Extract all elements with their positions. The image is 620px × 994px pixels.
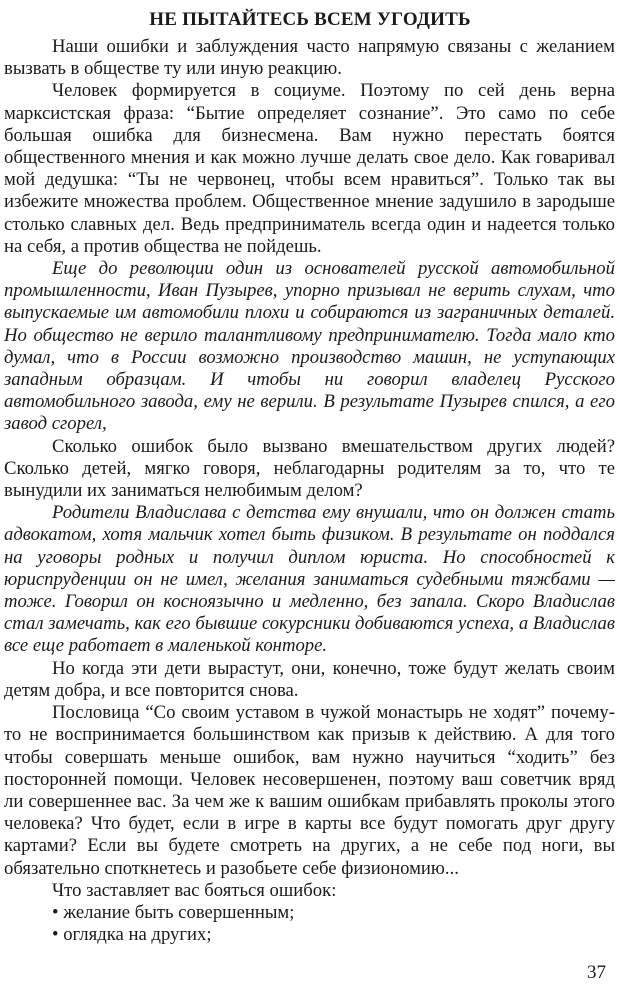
bullet-item: • желание быть совершенным; <box>52 901 295 923</box>
paragraph: Человек формируется в социуме. Поэтому по сей день верна марксистская фраза: “Бытие определяет сознание”. Это само по себе большая ошибка для бизнесмена. Вам нужно перестать боятся общественного мнения и как можно лучше делать свое дело. Как говаривал мой дедушка: “Ты не червонец, чтобы всем нравиться”. Только так вы избежите множества проблем. Общественное мнение задушило в зародыше столько славных дел. Ведь предприниматель всегда один и надеется только на себя, а против общества не пойдешь. <box>4 80 615 257</box>
italic-example-paragraph: Родители Владислава с детства ему внушали, что он должен стать адвокатом, хотя мальчик хотел быть физиком. В результате он поддался на уговоры родных и получил диплом юриста. Но способностей к юриспруденции он не имел, желания заниматься судебными тяжбами — тоже. Говорил он косноязычно и медленно, без запала. Скоро Владислав стал замечать, как его бывшие сокурсники добиваются успеха, а Владислав все еще работает в маленькой конторе. <box>4 502 615 657</box>
paragraph: Наши ошибки и заблуждения часто напрямую связаны с желанием вызвать в обществе ту или иную реакцию. <box>4 36 615 80</box>
paragraph: Но когда эти дети вырастут, они, конечно, тоже будут желать своим детям добра, и все повторится снова. <box>4 657 615 701</box>
bullet-item: • оглядка на других; <box>52 924 212 946</box>
page-number: 37 <box>587 962 606 983</box>
italic-example-paragraph: Еще до революции один из основателей русской автомобильной промышленности, Иван Пузырев, упорно призывал не верить слухам, что выпускаемые им автомобили плохи и собираются из заграничных деталей. Но общество не верило талантливому предпринимателю. Тогда мало кто думал, что в России возможно производство машин, не уступающих западным образцам. И чтобы ни говорил владелец Русского автомобильного завода, ему не верили. В результате Пузырев спился, а его завод сгорел, <box>4 258 615 435</box>
paragraph: Что заставляет вас бояться ошибок: <box>52 879 337 901</box>
page-title: НЕ ПЫТАЙТЕСЬ ВСЕМ УГОДИТЬ <box>149 9 471 30</box>
paragraph: Пословица “Со своим уставом в чужой монастырь не ходят” почему-то не воспринимается большинством как призыв к действию. А для того чтобы совершать меньше ошибок, вам нужно научиться “ходить” без посторонней помощи. Человек несовершенен, поэтому ваш советчик вряд ли совершеннее вас. За чем же к вашим ошибкам прибавлять проколы этого человека? Что будет, если в игре в карты все будут помогать друг другу картами? Если вы будете смотреть на других, а не себе под ноги, вы обязательно споткнетесь и разобьете себе физиономию... <box>4 702 615 879</box>
body-text <box>4 36 615 946</box>
paragraph: Сколько ошибок было вызвано вмешательством других людей? Сколько детей, мягко говоря, неблагодарны родителям за то, что те вынудили их заниматься нелюбимым делом? <box>4 435 615 502</box>
bullet-list <box>4 902 615 946</box>
